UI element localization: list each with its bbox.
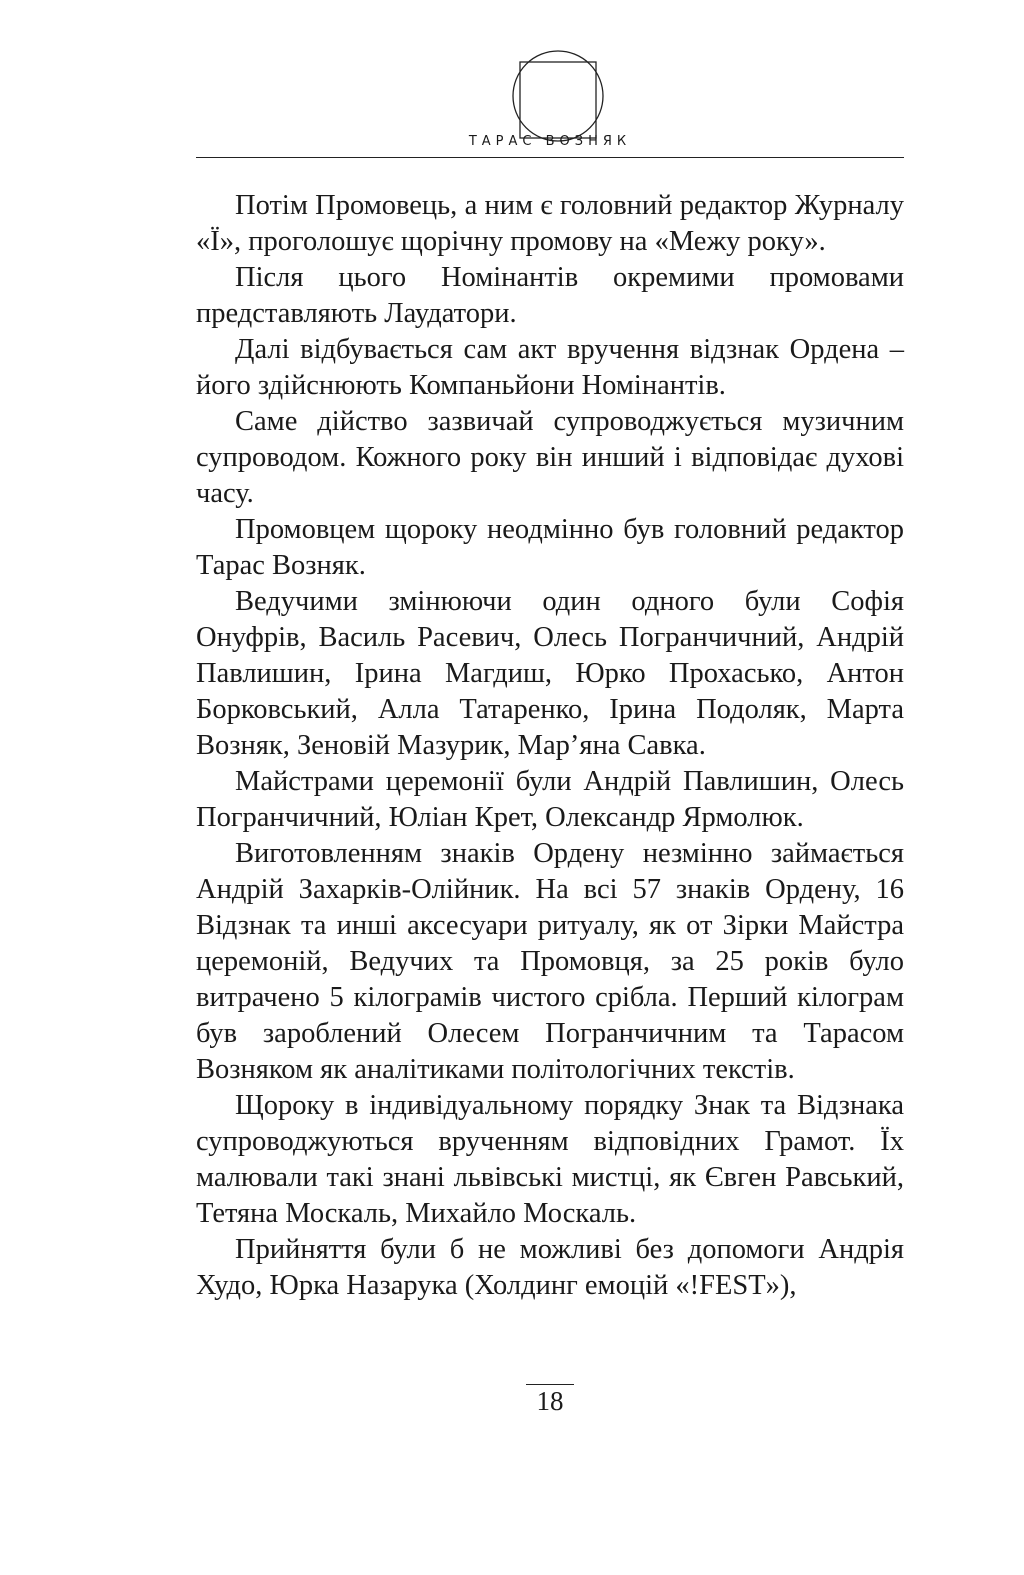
paragraph: Майстрами церемонії були Андрій Павлишин, Олесь Погранчичний, Юліан Крет, Олександр Ярмолюк. — [196, 766, 904, 833]
paragraph: Ведучими змінюючи один одного були Софія Онуфрів, Василь Расевич, Олесь Погранчичний, Андрій Павлишин, Ірина Магдиш, Юрко Прохасько, Антон Борковський, Алла Татаренко, Ірина Подоляк, Марта Возняк, Зеновій Мазурик, Мар’яна Савка. — [196, 586, 904, 761]
page-number: 18 — [536, 1386, 564, 1416]
body-text — [196, 188, 904, 1304]
paragraph: Виготовленням знаків Ордену незмінно займається Андрій Захарків-Олійник. На всі 57 знаків Ордену, 16 Відзнак та инші аксесуари ритуалу, як от Зірки Майстра церемоній, Ведучих та Промовця, за 25 років було витрачено 5 кілограмів чистого срібла. Перший кілограм був зароблений Олесем Погранчичним та Тарасом Возняком як аналітиками політологічних текстів. — [196, 838, 904, 1085]
paragraph: Далі відбувається сам акт вручення відзнак Ордена – його здійснюють Компаньйони Номінантів. — [196, 334, 904, 401]
paragraph: Прийняття були б не можливі без допомоги Андрія Худо, Юрка Назарука (Холдинг емоцій «!FEST»), — [196, 1234, 904, 1301]
paragraph: Промовцем щороку неодмінно був головний редактор Тарас Возняк. — [196, 514, 904, 581]
page-footer — [490, 1384, 610, 1417]
page-number-rule — [526, 1384, 574, 1385]
paragraph: Потім Промовець, а ним є головний редактор Журналу «Ї», проголошує щорічну промову на «Межу року». — [196, 190, 904, 257]
paragraph: Саме дійство зазвичай супроводжується музичним супроводом. Кожного року він инший і відповідає духові часу. — [196, 406, 904, 509]
paragraph: Щороку в індивідуальному порядку Знак та Відзнака супроводжуються врученням відповідних Грамот. Їх малювали такі знані львівські мистці, як Євген Равський, Тетяна Москаль, Михайло Москаль. — [196, 1090, 904, 1229]
header-rule — [196, 157, 904, 158]
paragraph: Після цього Номінантів окремими промовами представляють Лаудатори. — [196, 262, 904, 329]
circle-square-logo-icon — [510, 48, 606, 144]
running-head: ТАРАС ВОЗНЯК — [468, 134, 632, 149]
